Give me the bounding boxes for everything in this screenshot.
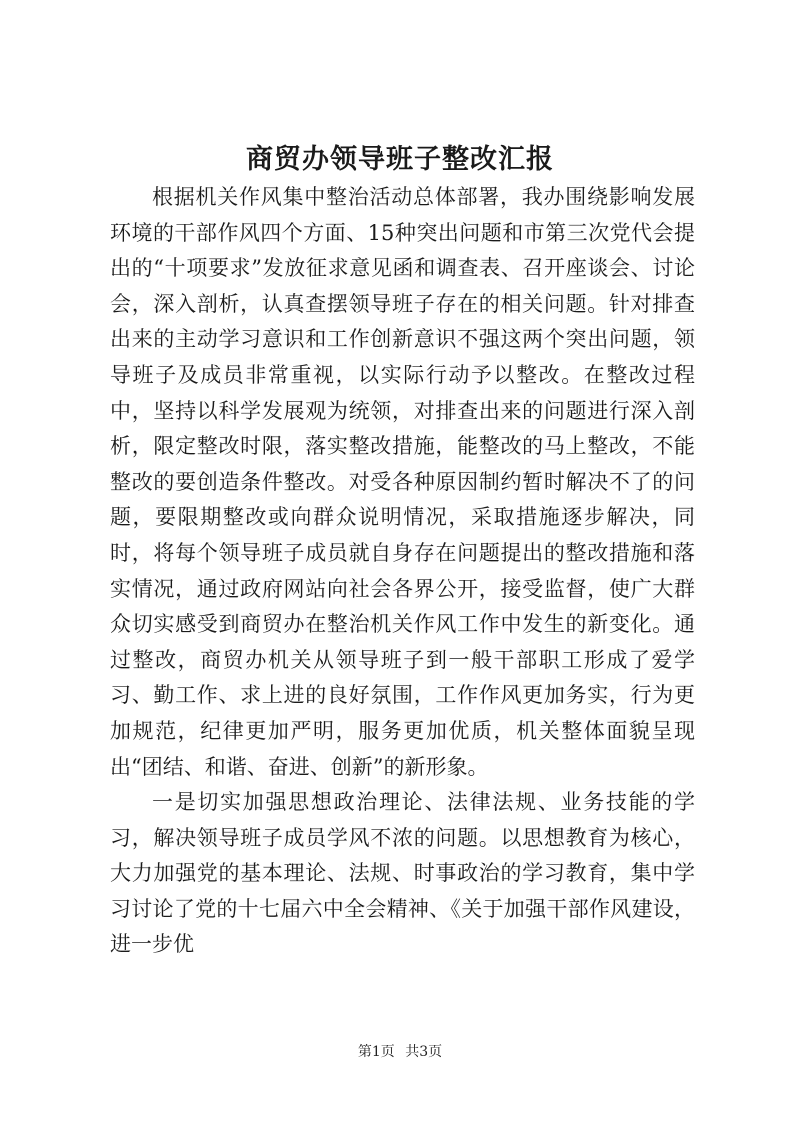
document-title: 商贸办领导班子整改汇报 <box>246 144 554 175</box>
page-number: 第1页 <box>357 1044 395 1060</box>
document-body <box>110 180 695 963</box>
paragraph-intro: 根据机关作风集中整治活动总体部署，我办围绕影响发展环境的干部作风四个方面、15种突出问题和市第三次党代会提出的“十项要求”发放征求意见函和调查表、召开座谈会、讨论会，深入剖析，认真查摆领导班子存在的相关问题。针对排查出来的主动学习意识和工作创新意识不强这两个突出问题，领导班子及成员非常重视，以实际行动予以整改。在整改过程中，坚持以科学发展观为统领，对排查出来的问题进行深入剖析，限定整改时限，落实整改措施，能整改的马上整改，不能整改的要创造条件整改。对受各种原因制约暂时解决不了的问题，要限期整改或向群众说明情况，采取措施逐步解决，同时，将每个领导班子成员就自身存在问题提出的整改措施和落实情况，通过政府网站向社会各界公开，接受监督，使广大群众切实感受到商贸办在整治机关作风工作中发生的新变化。通过整改，商贸办机关从领导班子到一般干部职工形成了爱学习、勤工作、求上进的良好氛围，工作作风更加务实，行为更加规范，纪律更加严明，服务更加优质，机关整体面貌呈现出“团结、和谐、奋进、创新”的新形象。 <box>110 185 695 779</box>
paragraph-first-point: 一是切实加强思想政治理论、法律法规、业务技能的学习，解决领导班子成员学风不浓的问题。以思想教育为核心，大力加强党的基本理论、法规、时事政治的学习教育，集中学习讨论了党的十七届六中全会精神、《关于加强干部作风建设，进一步优 <box>110 790 695 957</box>
page-footer <box>0 1042 800 1062</box>
page-total: 共3页 <box>405 1044 443 1060</box>
